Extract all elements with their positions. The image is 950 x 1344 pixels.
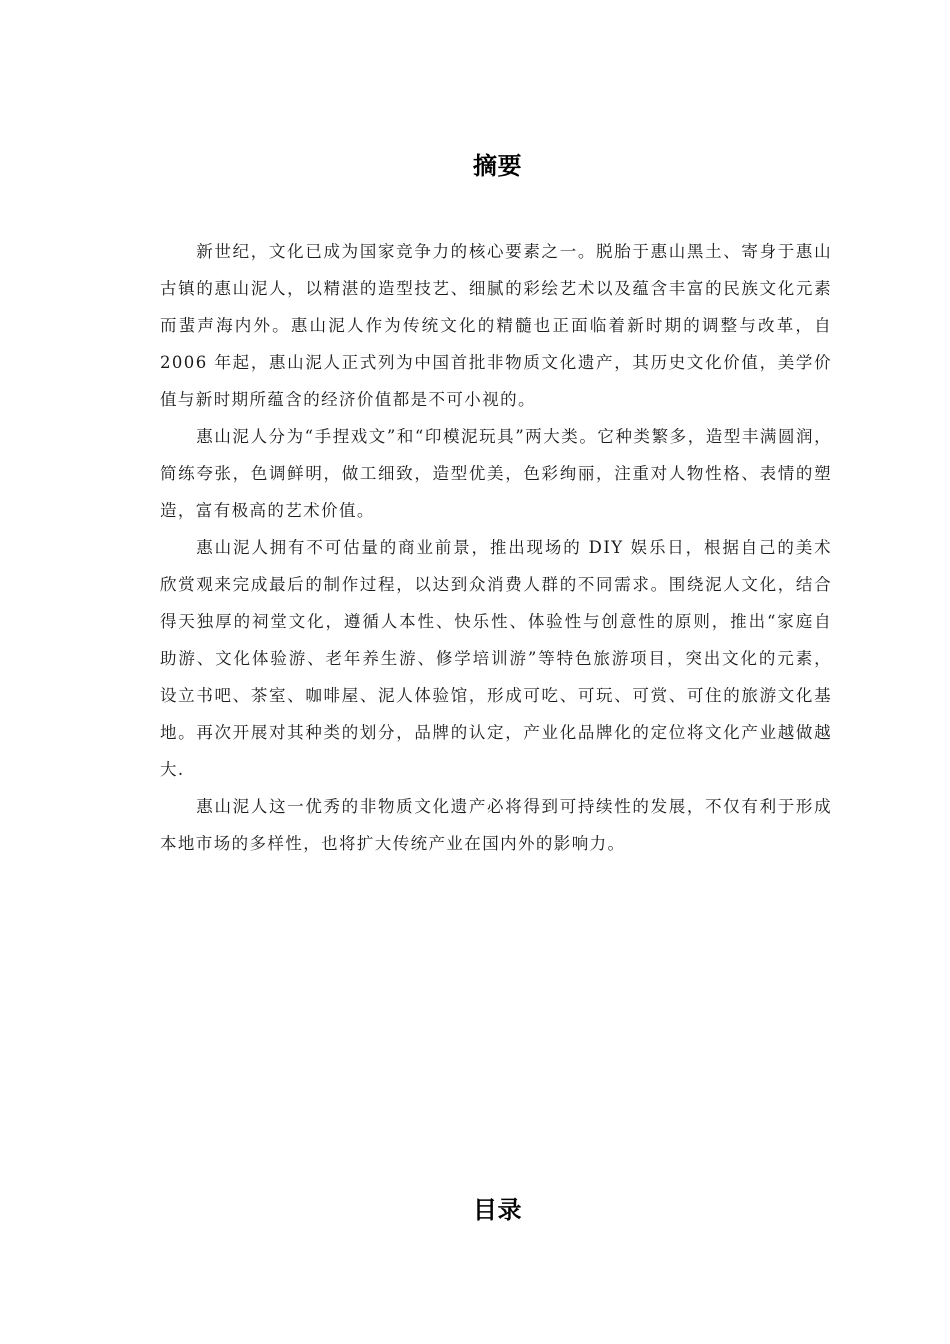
abstract-paragraph-1: 新世纪，文化已成为国家竞争力的核心要素之一。脱胎于惠山黑土、寄身于惠山古镇的惠山泥人，以精湛的造型技艺、细腻的彩绘艺术以及蕴含丰富的民族文化元素而蜚声海内外。惠山泥人作为传统文化的精髓也正面临着新时期的调整与改革，自 2006 年起，惠山泥人正式列为中国首批非物质文化遗产，其历史文化价值，美学价值与新时期所蕴含的经济价值都是不可小视的。 — [160, 242, 832, 409]
toc-title: 目录 — [473, 1196, 522, 1224]
abstract-paragraph-4: 惠山泥人这一优秀的非物质文化遗产必将得到可持续性的发展，不仅有利于形成本地市场的多样性，也将扩大传统产业在国内外的影响力。 — [160, 797, 832, 853]
abstract-paragraph-3: 惠山泥人拥有不可估量的商业前景，推出现场的 DIY 娱乐日，根据自己的美术欣赏观来完成最后的制作过程，以达到众消费人群的不同需求。围绕泥人文化，结合得天独厚的祠堂文化，遵循人本性、快乐性、体验性与创意性的原则，推出“家庭自助游、文化体验游、老年养生游、修学培训游”等特色旅游项目，突出文化的元素，设立书吧、茶室、咖啡屋、泥人体验馆，形成可吃、可玩、可赏、可住的旅游文化基地。再次开展对其种类的划分，品牌的认定，产业化品牌化的定位将文化产业越做越大. — [160, 538, 832, 779]
abstract-body — [160, 233, 832, 862]
abstract-paragraph-2: 惠山泥人分为“手捏戏文”和“印模泥玩具”两大类。它种类繁多，造型丰满圆润，简练夸张，色调鲜明，做工细致，造型优美，色彩绚丽，注重对人物性格、表情的塑造，富有极高的艺术价值。 — [160, 427, 832, 520]
abstract-title: 摘要 — [473, 152, 522, 180]
